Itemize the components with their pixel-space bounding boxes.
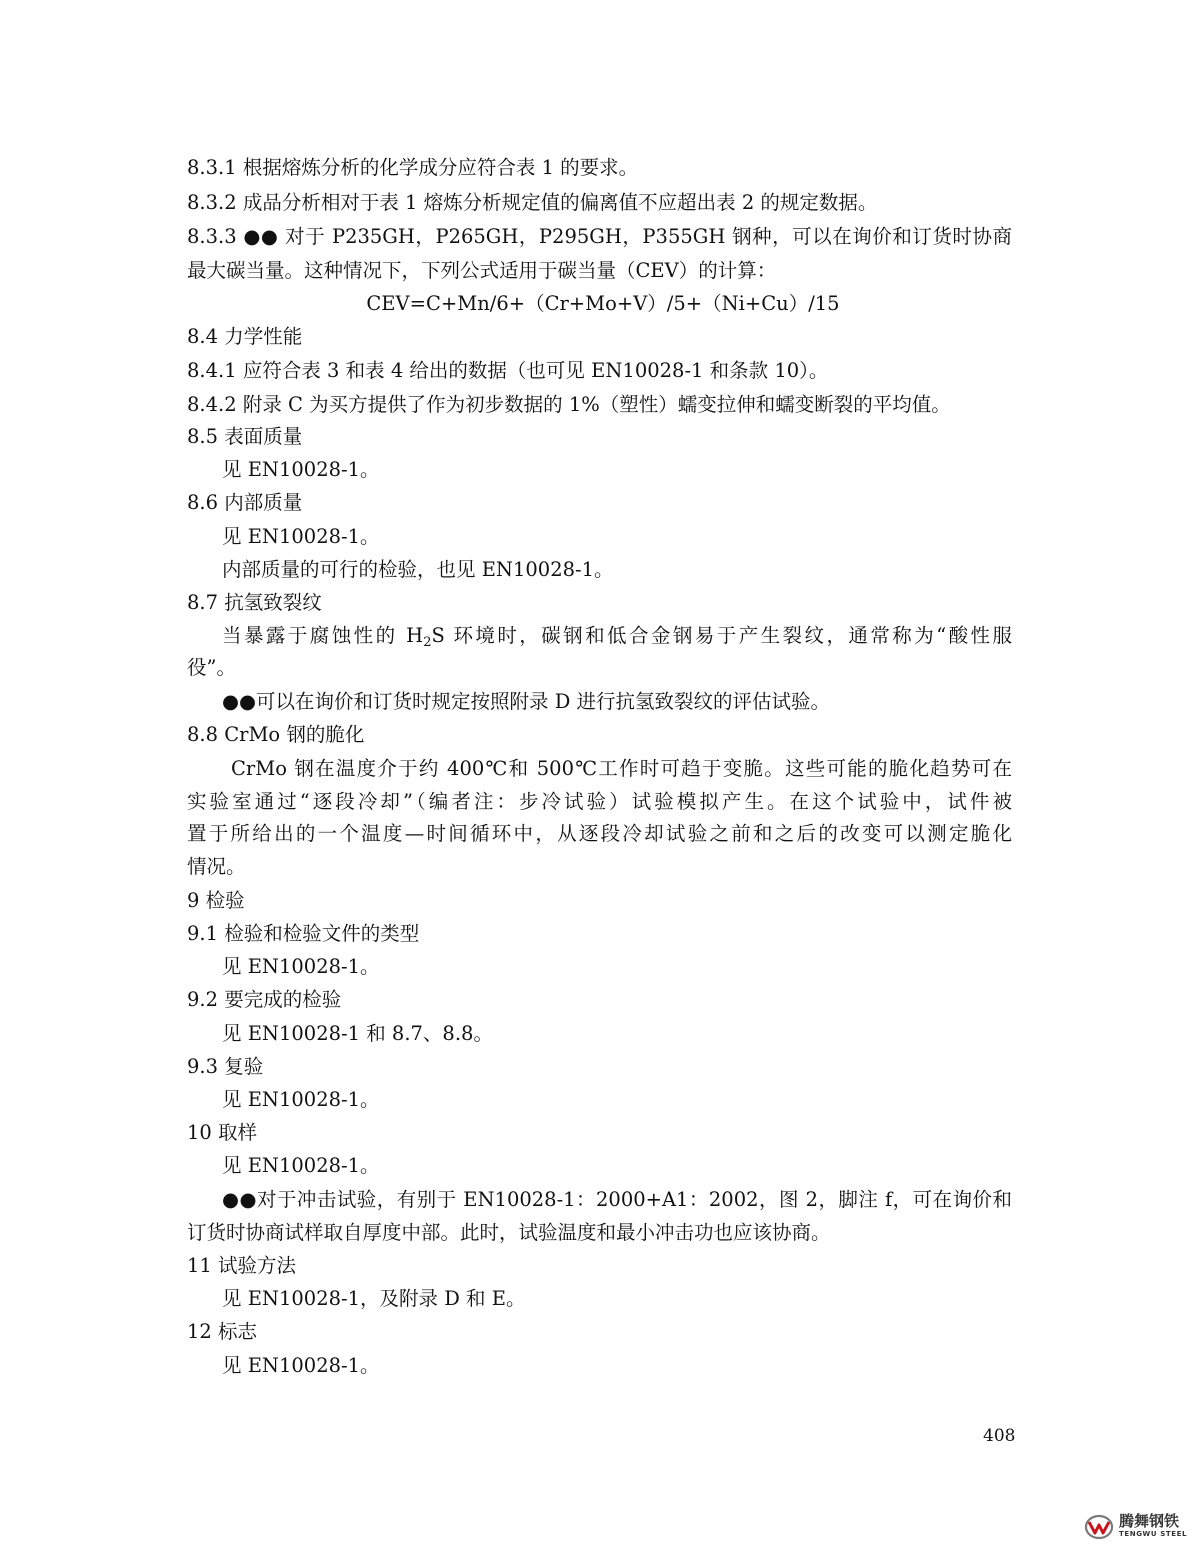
logo-name-en: TENGWU STEEL bbox=[1119, 1530, 1188, 1538]
clause-8-3-3: 8.3.3 ●● 对于 P235GH，P265GH，P295GH，P355GH 钢种，可以在询价和订货时协商 bbox=[187, 225, 1012, 248]
para-8-8-line1: CrMo 钢在温度介于约 400℃和 500℃工作时可趋于变脆。这些可能的脆化趋势可在 bbox=[231, 757, 1012, 780]
heading-8-8: 8.8 CrMo 钢的脆化 bbox=[187, 723, 365, 746]
clause-8-4-2: 8.4.2 附录 C 为买方提供了作为初步数据的 1%（塑性）蠕变拉伸和蠕变断裂的平均值。 bbox=[187, 393, 951, 416]
h2s-subscript: 2 bbox=[423, 635, 432, 650]
para-8-8-line4: 情况。 bbox=[187, 855, 246, 878]
heading-9-1: 9.1 检验和检验文件的类型 bbox=[187, 922, 420, 945]
note-10-cont: 订货时协商试样取自厚度中部。此时，试验温度和最小冲击功也应该协商。 bbox=[187, 1221, 831, 1244]
heading-8-6: 8.6 内部质量 bbox=[187, 491, 303, 514]
ref-11: 见 EN10028-1，及附录 D 和 E。 bbox=[222, 1287, 526, 1310]
heading-10: 10 取样 bbox=[187, 1121, 258, 1144]
heading-8-5: 8.5 表面质量 bbox=[187, 425, 303, 448]
ref-8-6: 见 EN10028-1。 bbox=[222, 525, 380, 548]
clause-8-4-1: 8.4.1 应符合表 3 和表 4 给出的数据（也可见 EN10028-1 和条款 10）。 bbox=[187, 359, 829, 382]
ref-10: 见 EN10028-1。 bbox=[222, 1154, 380, 1177]
note-8-7: ●●可以在询价和订货时规定按照附录 D 进行抗氢致裂纹的评估试验。 bbox=[222, 690, 831, 713]
heading-9: 9 检验 bbox=[187, 889, 245, 912]
para-8-8-line3: 置于所给出的一个温度—时间循环中，从逐段冷却试验之前和之后的改变可以测定脆化 bbox=[187, 822, 1012, 845]
tengwu-steel-logo bbox=[1084, 1512, 1190, 1542]
para-8-7-cont: 役”。 bbox=[187, 656, 236, 679]
para-8-7-part-b: S 环境时，碳钢和低合金钢易于产生裂纹，通常称为“酸性服 bbox=[431, 624, 1012, 647]
ref-9-1: 见 EN10028-1。 bbox=[222, 955, 380, 978]
heading-9-2: 9.2 要完成的检验 bbox=[187, 988, 342, 1011]
ref-9-2: 见 EN10028-1 和 8.7、8.8。 bbox=[222, 1022, 493, 1045]
para-8-7-part-a: 当暴露于腐蚀性的 H bbox=[222, 624, 424, 647]
cev-formula: CEV=C+Mn/6+（Cr+Mo+V）/5+（Ni+Cu）/15 bbox=[366, 292, 840, 315]
note-8-6: 内部质量的可行的检验，也见 EN10028-1。 bbox=[222, 558, 614, 581]
tengwu-logo-icon bbox=[1084, 1514, 1114, 1540]
note-10: ●●对于冲击试验，有别于 EN10028-1：2000+A1：2002，图 2，脚注 f，可在询价和 bbox=[222, 1188, 1012, 1211]
logo-name-cn: 腾舞钢铁 bbox=[1119, 1512, 1180, 1530]
clause-8-3-1: 8.3.1 根据熔炼分析的化学成分应符合表 1 的要求。 bbox=[187, 156, 639, 179]
heading-8-7: 8.7 抗氢致裂纹 bbox=[187, 591, 322, 614]
ref-9-3: 见 EN10028-1。 bbox=[222, 1088, 380, 1111]
heading-9-3: 9.3 复验 bbox=[187, 1055, 264, 1078]
heading-12: 12 标志 bbox=[187, 1320, 258, 1343]
clause-8-3-3-cont: 最大碳当量。这种情况下，下列公式适用于碳当量（CEV）的计算： bbox=[187, 259, 777, 282]
ref-8-5: 见 EN10028-1。 bbox=[222, 458, 380, 481]
page-number: 408 bbox=[983, 1426, 1016, 1446]
para-8-8-line2: 实验室通过“逐段冷却”（编者注：步冷试验）试验模拟产生。在这个试验中，试件被 bbox=[187, 790, 1012, 813]
heading-8-4: 8.4 力学性能 bbox=[187, 325, 303, 348]
clause-8-3-2: 8.3.2 成品分析相对于表 1 熔炼分析规定值的偏离值不应超出表 2 的规定数据。 bbox=[187, 191, 878, 214]
ref-12: 见 EN10028-1。 bbox=[222, 1354, 380, 1377]
heading-11: 11 试验方法 bbox=[187, 1254, 297, 1277]
para-8-7 bbox=[222, 624, 1012, 655]
